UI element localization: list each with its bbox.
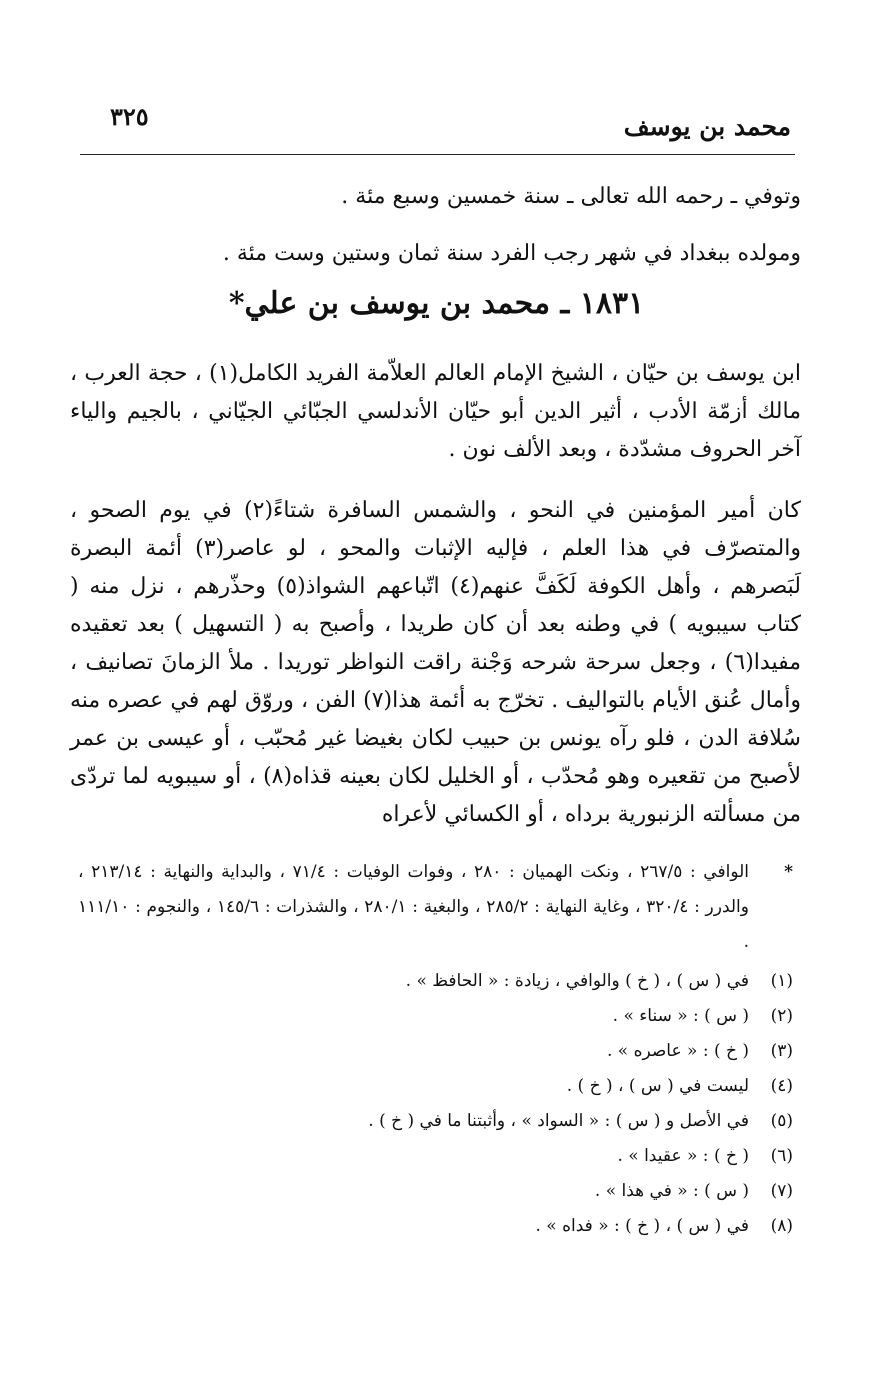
- previous-entry-death: وتوفي ـ رحمه الله تعالى ـ سنة خمسين وسبع مئة .: [341, 184, 801, 209]
- footnote-number: (٨): [770, 1216, 793, 1236]
- page-number: ٣٢٥: [110, 102, 149, 131]
- page-header: [80, 94, 795, 155]
- footnote-number: (٥): [770, 1111, 793, 1131]
- footnote-item: [78, 964, 793, 999]
- footnote-text: في ( س ) ، ( خ ) والوافي ، زيادة : « الحافظ » .: [405, 971, 749, 991]
- footnote-item: [78, 1034, 793, 1069]
- entry-title: ١٨٣١ ـ محمد بن يوسف بن علي*: [228, 286, 645, 321]
- footnote-number: (٤): [770, 1076, 793, 1096]
- footnote-item: [78, 999, 793, 1034]
- footnote-item: [78, 1069, 793, 1104]
- sources-note: [78, 855, 793, 960]
- previous-entry-birth: ومولده ببغداد في شهر رجب الفرد سنة ثمان وستين وست مئة .: [222, 241, 801, 266]
- running-title: محمد بن يوسف: [623, 112, 791, 141]
- footnote-text: ( خ ) : « عقيدا » .: [617, 1146, 749, 1166]
- footnote-number: (٦): [770, 1146, 793, 1166]
- footnote-text: ( س ) : « في هذا » .: [594, 1181, 749, 1201]
- source-marker: *: [784, 862, 793, 882]
- footnote-text: في ( س ) ، ( خ ) : « فداه » .: [535, 1216, 749, 1236]
- entry-paragraph-main: كان أمير المؤمنين في النحو ، والشمس السافرة شتاءً(٢) في يوم الصحو ، والمتصرّف في هذا العلم ، فإليه الإثبات والمحو ، لو عاصر(٣) أئمة البصرة لَبَصرهم ، وأهل الكوفة لَكَفَّ عنهم(٤) اتّباعهم الشواذ(٥) وحذّرهم ، نزل منه ( كتاب سيبويه ) في وطنه بعد أن كان طريدا ، وأصبح به ( التسهيل ) بعد تعقيده مفيدا(٦) ، وجعل سرحة شرحه وَجْنة راقت النواظر توريدا . ملأ الزمانَ تصانيف ، وأمال عُنق الأيام بالتواليف . تخرّج به أئمة هذا(٧) الفن ، وروّق لهم في عصره منه سُلافة الدن ، فلو رآه يونس بن حبيب لكان بغيضا غير مُحبّب ، أو عيسى بن عمر لأصبح من تقعيره وهو مُحدّب ، أو الخليل لكان بعينه قذاه(٨) ، أو سيبويه لما تردّى من مسألته الزنبورية برداه ، أو الكسائي لأعراه: [70, 498, 801, 827]
- entry-paragraph-intro: ابن يوسف بن حيّان ، الشيخ الإمام العالم العلاّمة الفريد الكامل(١) ، حجة العرب ، مالك أزمّة الأدب ، أثير الدين أبو حيّان الأندلسي الجبّائي الجيّاني ، بالجيم والياء آخر الحروف مشدّدة ، وبعد الألف نون .: [70, 361, 801, 462]
- footnote-list: [78, 964, 793, 1244]
- footnote-text: ليست في ( س ) ، ( خ ) .: [566, 1076, 749, 1096]
- footnote-number: (١): [770, 971, 793, 991]
- footnote-number: (٢): [770, 1006, 793, 1026]
- footnote-item: [78, 1139, 793, 1174]
- footnote-number: (٧): [770, 1181, 793, 1201]
- sources-text: الوافي : ٢٦٧/٥ ، ونكت الهميان : ٢٨٠ ، وفوات الوفيات : ٧١/٤ ، والبداية والنهاية : ٢١٣/١٤ ، والدرر : ٣٢٠/٤ ، وغاية النهاية : ٢٨٥/٢ ، والبغية : ٢٨٠/١ ، والشذرات : ١٤٥/٦ ، والنجوم : ١١١/١٠ .: [78, 862, 749, 952]
- footnotes: [78, 855, 793, 1244]
- footnote-number: (٣): [770, 1041, 793, 1061]
- footnote-text: ( خ ) : « عاصره » .: [606, 1041, 749, 1061]
- footnote-text: ( س ) : « سناء » .: [612, 1006, 749, 1026]
- footnote-item: [78, 1104, 793, 1139]
- footnote-item: [78, 1209, 793, 1244]
- footnote-item: [78, 1174, 793, 1209]
- footnote-text: في الأصل و ( س ) : « السواد » ، وأثبتنا ما في ( خ ) .: [368, 1111, 749, 1131]
